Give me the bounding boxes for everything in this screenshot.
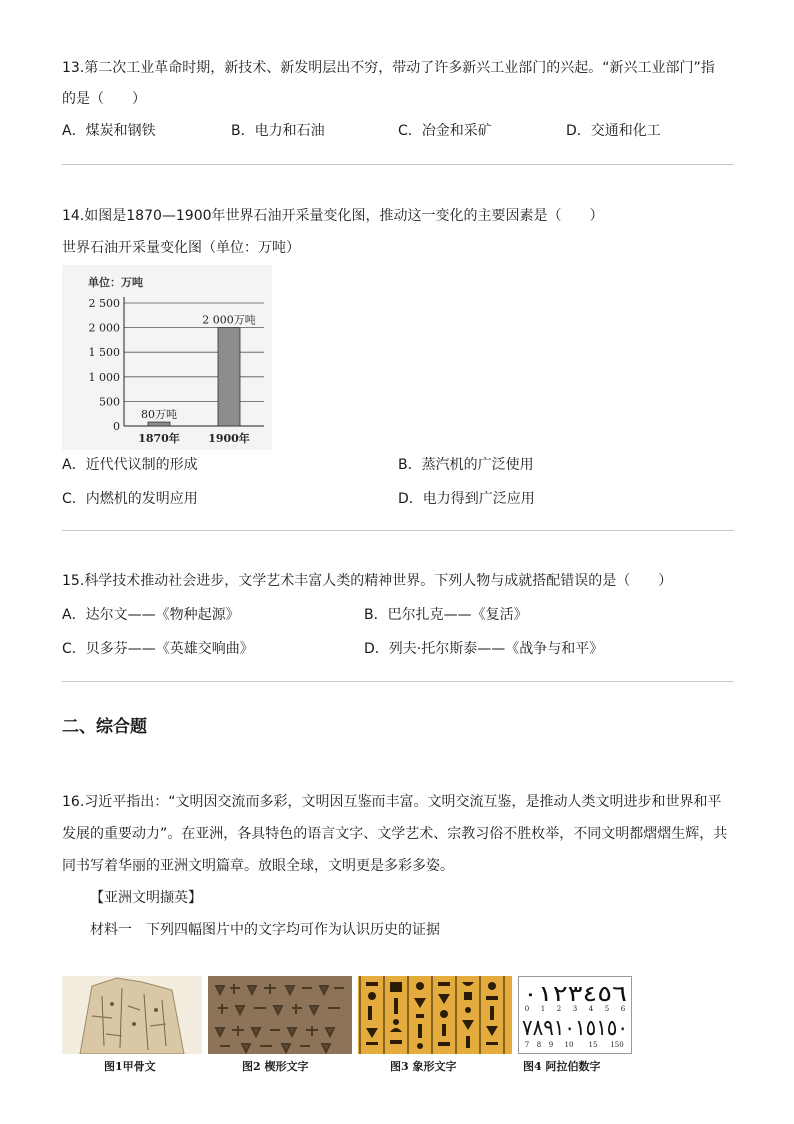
figure2-caption: 图2 楔形文字 <box>242 1060 309 1073</box>
y-tick-label: 2 000 <box>88 321 120 335</box>
arabic-bottom-number: 150 <box>610 1041 624 1049</box>
q16-stem-line1: 16.习近平指出：“文明因交流而多彩，文明因互鉴而丰富。文明交流互鉴，是推动人类文明进步和世界和平 <box>62 794 722 810</box>
q14-stem: 14.如图是1870—1900年世界石油开采量变化图，推动这一变化的主要因素是（ ） <box>62 208 604 224</box>
y-tick-label: 2 500 <box>88 297 120 310</box>
bar-data-label: 2 000万吨 <box>202 313 256 327</box>
q13-option-b[interactable]: B．电力和石油 <box>231 123 325 139</box>
q15-option-b[interactable]: B．巴尔扎克——《复活》 <box>364 607 528 623</box>
oracle-bone-image <box>62 976 202 1054</box>
arabic-numerals-bottom: ٧٨٩١٠١٥١٥٠ <box>522 1016 628 1041</box>
q14-chart-caption: 世界石油开采量变化图（单位：万吨） <box>62 240 300 256</box>
bar <box>218 328 240 426</box>
arabic-bottom-number: 15 <box>588 1041 598 1049</box>
q16-stem-line2: 发展的重要动力”。在亚洲，各具特色的语言文字、文学艺术、宗教习俗不胜枚举，不同文明都熠熠生辉，共 <box>62 826 728 842</box>
y-tick-label: 0 <box>113 420 120 433</box>
divider <box>62 681 734 682</box>
section-title: 二、综合题 <box>62 717 147 737</box>
arabic-top-number: 3 <box>572 1005 578 1013</box>
arabic-top-number: 1 <box>540 1005 546 1013</box>
arabic-bottom-number: 10 <box>564 1041 574 1049</box>
bar <box>148 422 170 426</box>
q13-stem-line2: 的是（ ） <box>62 91 146 107</box>
y-tick-label: 500 <box>99 395 120 409</box>
arabic-numerals-top: ٠١٢٣٤٥٦ <box>523 982 627 1007</box>
q15-stem: 15.科学技术推动社会进步，文学艺术丰富人类的精神世界。下列人物与成就搭配错误的是（ ） <box>62 573 673 589</box>
arabic-bottom-number: 8 <box>536 1041 542 1049</box>
x-tick-label: 1870年 <box>138 432 180 445</box>
figure4-caption: 图4 阿拉伯数字 <box>523 1060 601 1073</box>
arabic-top-number: 2 <box>556 1005 562 1013</box>
q16-material-one: 材料一 下列四幅图片中的文字均可作为认识历史的证据 <box>90 922 440 938</box>
figure1-caption: 图1甲骨文 <box>104 1060 156 1073</box>
hieroglyph-image <box>358 976 512 1054</box>
chart-unit-label: 单位：万吨 <box>88 276 143 289</box>
divider <box>62 164 734 165</box>
q14-option-a[interactable]: A．近代代议制的形成 <box>62 457 198 473</box>
q15-option-c[interactable]: C．贝多芬——《英雄交响曲》 <box>62 641 254 657</box>
arabic-numerals-image <box>518 976 632 1054</box>
arabic-top-number: 5 <box>604 1005 610 1013</box>
figure3-caption: 图3 象形文字 <box>390 1060 457 1073</box>
arabic-top-number: 4 <box>588 1005 594 1013</box>
divider <box>62 530 734 531</box>
arabic-bottom-number: 9 <box>548 1041 554 1049</box>
oil-production-chart <box>62 265 272 450</box>
q13-stem-line1: 13.第二次工业革命时期，新技术、新发明层出不穷，带动了许多新兴工业部门的兴起。“新兴工业部门”指 <box>62 60 715 76</box>
arabic-top-number: 6 <box>620 1005 626 1013</box>
q13-option-a[interactable]: A．煤炭和钢铁 <box>62 123 156 139</box>
q14-option-d[interactable]: D．电力得到广泛应用 <box>398 491 535 507</box>
q15-option-d[interactable]: D．列夫·托尔斯泰——《战争与和平》 <box>364 641 604 657</box>
q13-option-d[interactable]: D．交通和化工 <box>566 123 661 139</box>
q16-stem-line3: 同书写着华丽的亚洲文明篇章。放眼全球，文明更是多彩多姿。 <box>62 858 454 874</box>
q14-option-c[interactable]: C．内燃机的发明应用 <box>62 491 198 507</box>
arabic-bottom-number: 7 <box>524 1041 530 1049</box>
q14-option-b[interactable]: B．蒸汽机的广泛使用 <box>398 457 534 473</box>
cuneiform-image <box>208 976 352 1054</box>
y-tick-label: 1 500 <box>88 346 120 360</box>
arabic-top-number: 0 <box>524 1005 530 1013</box>
q13-option-c[interactable]: C．冶金和采矿 <box>398 123 492 139</box>
x-tick-label: 1900年 <box>208 432 250 445</box>
bar-data-label: 80万吨 <box>141 408 177 422</box>
q15-option-a[interactable]: A．达尔文——《物种起源》 <box>62 607 240 623</box>
y-tick-label: 1 000 <box>88 370 120 384</box>
q16-subheading: 【亚洲文明撷英】 <box>90 890 202 906</box>
